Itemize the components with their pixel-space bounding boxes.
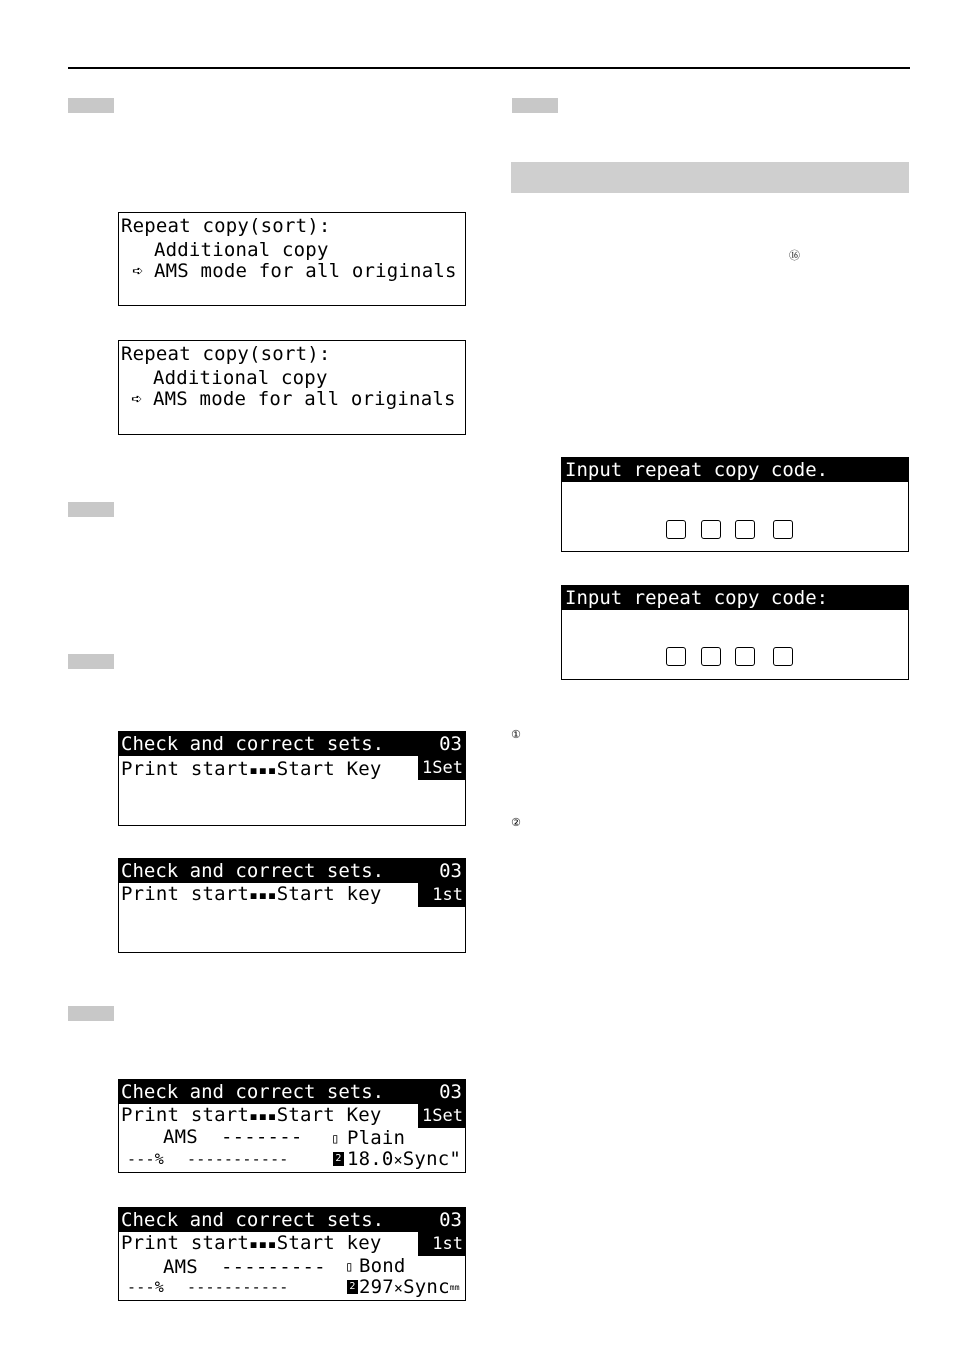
size-value: 297 (359, 1276, 394, 1298)
lcd-count: 03 (439, 733, 462, 755)
sync-label: Sync (403, 1276, 450, 1298)
lcd-title: Check and correct sets. (121, 1081, 385, 1103)
times-sign: × (393, 1151, 403, 1169)
arrow-icon: ▪▪▪ (249, 886, 277, 904)
paper-type: Bond (359, 1255, 406, 1277)
lcd-text: Start key (276, 1232, 382, 1254)
code-digit-box[interactable] (735, 647, 755, 666)
lcd-input-code-1 (561, 457, 909, 552)
code-digit-box[interactable] (701, 520, 721, 539)
ams-dashes: --------- (221, 1256, 326, 1278)
unit-label: mm (449, 1282, 460, 1292)
lcd-count: 03 (439, 860, 462, 882)
lcd-line: AMS mode for all originals (153, 388, 456, 410)
circled-sixteen-marker: ⑯ (789, 249, 800, 262)
lcd-text: Print start (121, 883, 250, 905)
step-tab (68, 654, 114, 669)
set-badge: 1Set (418, 1104, 465, 1128)
section-band (511, 162, 909, 193)
lcd-title-bar (562, 458, 908, 482)
circled-one-marker: ① (511, 728, 521, 741)
lcd-title-bar (119, 1208, 465, 1232)
lcd-count: 03 (439, 1081, 462, 1103)
set-badge: 1st (418, 1232, 465, 1256)
paper-size (359, 1276, 460, 1299)
sync-label: Sync" (402, 1148, 461, 1170)
lcd-text: Start Key (276, 1104, 382, 1126)
paper-type: Plain (347, 1127, 406, 1149)
lcd-text: Start Key (276, 758, 382, 780)
paper-icon: ▯ (331, 1131, 340, 1147)
step-tab (68, 502, 114, 517)
arrow-marker-icon: ➪ (131, 388, 143, 410)
step-tab (512, 98, 558, 113)
circled-two-marker: ② (511, 816, 521, 829)
lcd-line: Additional copy (153, 367, 328, 389)
lcd-check-sets-4 (118, 1207, 466, 1301)
arrow-marker-icon: ➪ (132, 260, 144, 282)
step-tab (68, 1006, 114, 1021)
lcd-repeat-copy-sort-1 (118, 212, 466, 306)
lcd-title-bar (119, 1080, 465, 1104)
code-digit-box[interactable] (701, 647, 721, 666)
tray-icon: 2 (347, 1280, 358, 1294)
lcd-line: Repeat copy(sort): (121, 215, 331, 237)
lcd-count: 03 (439, 1209, 462, 1231)
arrow-icon: ▪▪▪ (249, 761, 277, 779)
lcd-line: Repeat copy(sort): (121, 343, 331, 365)
lcd-check-sets-2 (118, 858, 466, 953)
lcd-title: Check and correct sets. (121, 860, 385, 882)
lcd-title-bar (562, 586, 908, 610)
lcd-title: Check and correct sets. (121, 733, 385, 755)
zoom-dashes: ----------- (187, 1150, 289, 1168)
code-digit-box[interactable] (773, 647, 793, 666)
times-sign: × (393, 1279, 404, 1297)
lcd-text: Start key (276, 883, 382, 905)
lcd-line (121, 1232, 382, 1255)
zoom-percent: ---% (127, 1150, 164, 1168)
lcd-line (121, 758, 382, 781)
lcd-line: Additional copy (154, 239, 329, 261)
ams-dashes: ------- (221, 1126, 303, 1148)
tray-icon: 2 (333, 1152, 344, 1166)
code-digit-box[interactable] (773, 520, 793, 539)
arrow-icon: ▪▪▪ (249, 1235, 277, 1253)
paper-icon: ▯ (345, 1259, 354, 1275)
code-digit-box[interactable] (666, 520, 686, 539)
header-rule (68, 67, 910, 69)
lcd-text: Print start (121, 1104, 250, 1126)
zoom-dashes: ----------- (187, 1278, 289, 1296)
lcd-title: Input repeat copy code: (565, 587, 829, 609)
lcd-line (121, 1104, 382, 1127)
lcd-check-sets-3 (118, 1079, 466, 1173)
lcd-check-sets-1 (118, 731, 466, 826)
lcd-title: Input repeat copy code. (565, 459, 829, 481)
lcd-line: AMS mode for all originals (154, 260, 457, 282)
size-value: 18.0 (347, 1148, 394, 1170)
lcd-title-bar (119, 859, 465, 883)
lcd-text: Print start (121, 758, 250, 780)
step-tab (68, 98, 114, 113)
lcd-input-code-2 (561, 585, 909, 680)
lcd-repeat-copy-sort-2 (118, 340, 466, 435)
arrow-icon: ▪▪▪ (249, 1107, 277, 1125)
lcd-line (121, 883, 382, 906)
zoom-percent: ---% (127, 1278, 164, 1296)
ams-label: AMS (163, 1256, 198, 1278)
lcd-text: Print start (121, 1232, 250, 1254)
lcd-title-bar (119, 732, 465, 756)
ams-label: AMS (163, 1126, 198, 1148)
paper-size (347, 1148, 461, 1171)
set-badge: 1Set (418, 756, 465, 780)
code-digit-box[interactable] (666, 647, 686, 666)
lcd-title: Check and correct sets. (121, 1209, 385, 1231)
set-badge: 1st (418, 883, 465, 907)
code-digit-box[interactable] (735, 520, 755, 539)
